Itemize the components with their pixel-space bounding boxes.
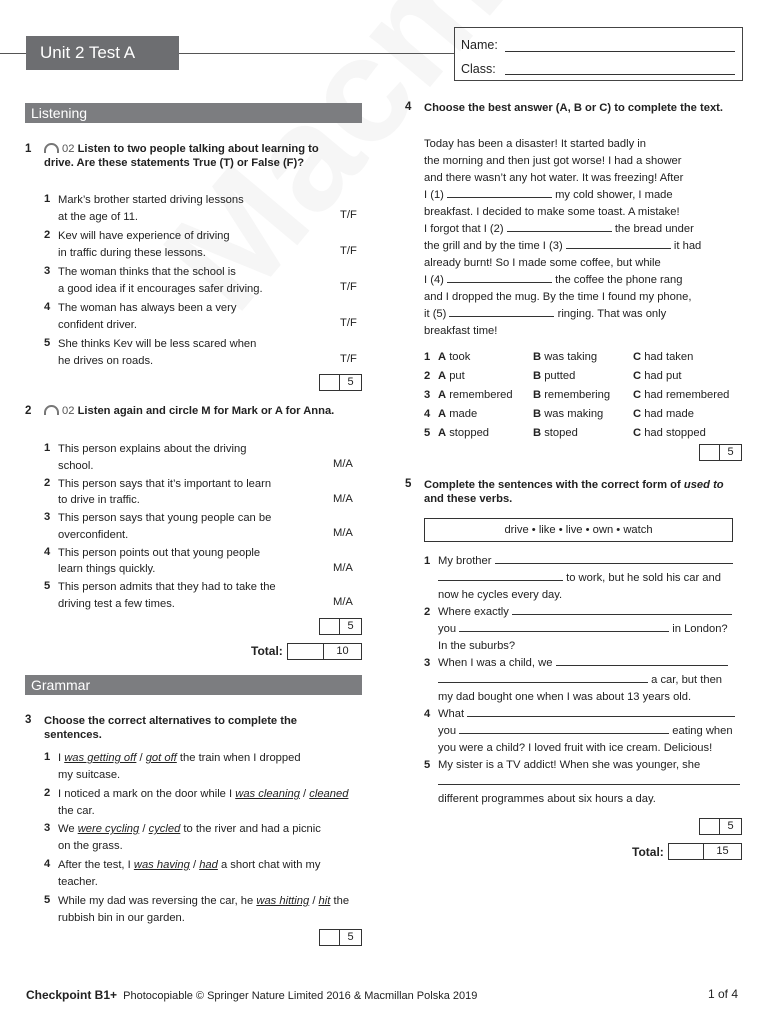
q2-item-number: 1 [44,442,51,454]
q3-item-text: I noticed a mark on the door while I was cleaning / cleaned the car. [58,788,349,817]
q2-item-number: 3 [44,511,51,523]
q1-instruction: 02 Listen to two people talking about learning to drive. Are these statements True (T) or False (F)? [44,143,319,169]
q5-blank-1b[interactable] [438,571,563,581]
q5-blank-4b[interactable] [459,724,669,734]
q3-option-a[interactable]: was hitting [256,895,310,907]
q3-option-b[interactable]: cycled [148,823,181,835]
q3-option-b[interactable]: hit [318,895,331,907]
q3-item-number: 2 [44,787,51,799]
q2-item-text: This person admits that they had to take the driving test a few times. [58,581,276,610]
q4-option-b[interactable]: B putted [533,370,576,382]
q2-answer-choice[interactable]: M/A [333,527,353,539]
q1-item-text: The woman has always been a very confident driver. [58,302,237,331]
q2-instruction: 02 Listen again and circle M for Mark or A for Anna. [44,404,344,418]
class-field[interactable] [505,74,735,75]
q5-total-box[interactable]: 15 [668,843,742,860]
q2-answer-choice[interactable]: M/A [333,561,353,574]
q5-total-label: Total: [632,845,664,859]
q4-blank-4[interactable] [447,273,552,283]
q3-option-a[interactable]: was having [133,859,190,871]
q4-blank-5[interactable] [449,307,554,317]
q3-option-a[interactable]: was cleaning [235,788,300,800]
q4-number: 4 [405,101,412,113]
q1-item-number: 3 [44,265,51,277]
q1-answer-choice[interactable]: T/F [340,281,357,293]
q2-number: 2 [25,405,32,417]
q5-blank-3b[interactable] [438,673,648,683]
headphones-icon [44,143,59,153]
q5-blank-5[interactable] [438,775,740,785]
q4-option-a[interactable]: A made [438,408,478,420]
q3-option-b[interactable]: cleaned [309,788,349,800]
q5-instruction: Complete the sentences with the correct form of used to and these verbs. [424,479,724,505]
q3-item-number: 3 [44,822,51,834]
footer-copyright: Photocopiable © Springer Nature Limited 2016 & Macmillan Polska 2019 [123,990,478,1002]
q1-answer-choice[interactable]: T/F [340,353,357,365]
headphones-icon [44,405,59,415]
q5-blank-2b[interactable] [459,622,669,632]
q5-score-box[interactable]: 5 [699,818,742,835]
q1-answer-choice[interactable]: T/F [340,245,357,257]
q1-item-text: Mark’s brother started driving lessons at the age of 11. [58,194,244,223]
q4-option-a[interactable]: A took [438,351,471,363]
q2-answer-choice[interactable]: M/A [333,492,353,505]
q1-number: 1 [25,143,32,155]
q2-total-box[interactable]: 10 [287,643,362,660]
q5-number: 5 [405,478,412,490]
q3-option-a[interactable]: were cycling [77,823,140,835]
class-label: Class: [461,62,496,76]
q3-score-box[interactable]: 5 [319,929,362,946]
q3-option-b[interactable]: got off [145,752,177,764]
q1-item-text: She thinks Kev will be less scared when he drives on roads. [58,338,257,367]
q2-item-number: 4 [44,545,51,558]
name-label: Name: [461,38,498,52]
q3-item-text: I was getting off / got off the train when I dropped my suitcase. [58,752,301,781]
q4-blank-1[interactable] [447,188,552,198]
q5-sentences: 1 My brother to work, but he sold his car and now he cycles every day. 2 Where exactly you in London? In the suburbs? 3 When I was a child, we a car, but then my dad bought one when I was about 13 years old. 4 What you eating when you were a child? I loved fruit with ice cream. Delicious! 5 My sister is a TV addict! When she was younger, she different programmes about six hours a day. [424,553,744,808]
q4-blank-3[interactable] [566,239,671,249]
q4-score-box[interactable]: 5 [699,444,742,461]
q4-instruction: Choose the best answer (A, B or C) to complete the text. [424,102,723,114]
q4-option-c[interactable]: C had remembered [633,389,730,401]
q4-blank-2[interactable] [507,222,612,232]
q5-blank-4a[interactable] [467,707,735,717]
q3-item-text: After the test, I was having / had a short chat with my teacher. [58,859,321,888]
q4-option-b[interactable]: B stoped [533,427,578,439]
q2-item-text: This person explains about the driving school. [58,443,247,472]
name-field[interactable] [505,51,735,52]
section-listening: Listening [25,103,362,123]
q2-answer-choice[interactable]: M/A [333,596,353,608]
q2-item-number: 2 [44,476,51,489]
q2-item-number: 5 [44,580,51,592]
q2-item-text: This person points out that young people learn things quickly. [58,546,261,575]
q1-item-number: 4 [44,301,51,313]
q4-option-a[interactable]: A put [438,370,465,382]
q3-item-number: 4 [44,858,51,870]
q1-item-number: 2 [44,229,51,241]
q4-option-c[interactable]: C had stopped [633,427,706,439]
q1-item-text: Kev will have experience of driving in traffic during these lessons. [58,230,230,259]
q3-number: 3 [25,714,32,726]
name-class-box [454,27,743,81]
section-grammar: Grammar [25,675,362,695]
q5-verb-box: drive • like • live • own • watch [424,518,733,542]
q1-score-box[interactable]: 5 [319,374,362,391]
q5-blank-2a[interactable] [512,605,732,615]
q3-option-a[interactable]: was getting off [64,752,137,764]
q5-blank-1a[interactable] [495,554,733,564]
q3-instruction: Choose the correct alternatives to complete the sentences. [44,715,298,741]
q1-item-number: 1 [44,193,51,205]
q2-item-text: This person says that young people can be overconfident. [58,512,272,541]
q4-option-a[interactable]: A remembered [438,389,513,401]
q3-item-text: While my dad was reversing the car, he was hitting / hit the rubbish bin in our garden. [58,895,350,924]
unit-title: Unit 2 Test A [26,36,179,70]
q1-item-text: The woman thinks that the school is a good idea if it encourages safer driving. [58,266,263,295]
q4-option-a[interactable]: A stopped [438,427,490,439]
q1-answer-choice[interactable]: T/F [340,317,357,329]
q1-item-number: 5 [44,337,51,349]
q2-total-label: Total: [251,644,283,658]
q4-option-c[interactable]: C had put [633,370,682,382]
q4-option-c[interactable]: C had made [633,408,694,420]
q4-option-c[interactable]: C had taken [633,351,694,363]
footer-brand: Checkpoint B1+ [26,988,118,1002]
q4-option-b[interactable]: B was making [533,408,604,420]
q2-score-box[interactable]: 5 [319,618,362,635]
q5-blank-3a[interactable] [556,656,728,666]
q3-item-text: We were cycling / cycled to the river and had a picnic on the grass. [58,823,321,852]
q4-option-b[interactable]: B was taking [533,351,598,363]
q3-item-number: 1 [44,751,51,763]
footer [26,988,477,1002]
q1-answer-choice[interactable]: T/F [340,209,357,221]
q3-item-number: 5 [44,894,51,906]
page-number: 1 of 4 [708,987,739,1001]
q2-answer-choice[interactable]: M/A [333,458,353,470]
q4-text: Today has been a disaster! It started badly in the morning and then just got worse! I had a shower and there wasn’t any hot water. It was freezing! After I (1) my cold shower, I made breakfast. I decided to make some toast. A mistake! I forgot that I (2) the bread under the grill and by the time I (3) it had already burnt! So I made some coffee, but while I (4) the coffee the phone rang and I dropped the mug. By the time I found my phone, it (5) ringing. That was only breakfast time! [424,138,702,337]
q2-item-text: This person says that it’s important to learn to drive in traffic. [58,477,272,506]
q3-option-b[interactable]: had [199,859,218,871]
q4-option-b[interactable]: B remembering [533,389,611,401]
